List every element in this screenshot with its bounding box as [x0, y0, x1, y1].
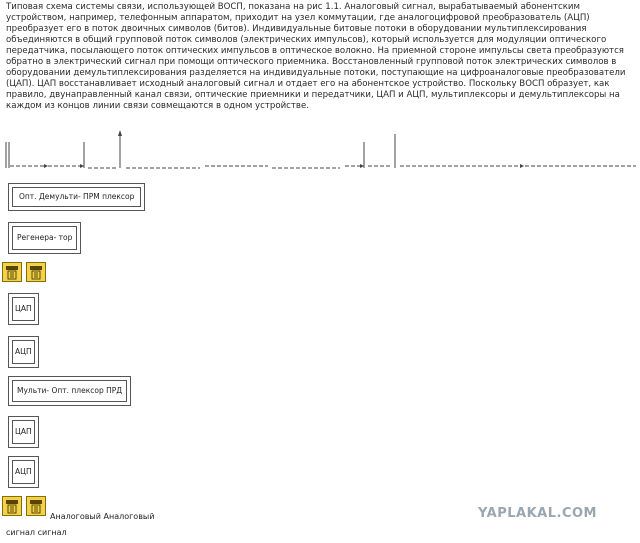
adc-box-1 — [8, 336, 39, 368]
regenerator-box — [8, 222, 81, 254]
description-paragraph: Типовая схема системы связи, использующей ВОСП, показана на рис 1.1. Аналоговый сигнал, вырабатываемый абонентским устройством, например, телефонным аппаратом, приходит на узел коммутации, где аналогоцифровой преобразователь (АЦП) преобразует его в поток двоичных символов (битов). Индивидуальные битовые потоки в оборудовании мультиплексирования объединяются в общий групповой поток символов (электрических импульсов), который используется для модуляции оптического передатчика, посылающего поток оптических импульсов в оптическое волокно. На приемной стороне импульсы света преобразуются обратно в электрический сигнал при помощи оптического приемника. Восстановленный групповой поток электрических символов в оборудовании демультиплексирования разделяется на индивидуальные потоки, поступающие на цифроаналоговые преобразователи (ЦАП). ЦАП восстанавливает исходный аналоговый сигнал и отдает его на абонентское устройство. Поскольку ВОСП образует, как правило, двунаправленный канал связи, оптические приемники и передатчики, ЦАП и АЦП, мультиплексоры и демультиплексоры на каждом из концов линии связи совмещаются в одном устройстве. — [6, 2, 626, 111]
adc-label-1: АЦП — [12, 340, 35, 364]
multiplexer-box — [8, 376, 131, 406]
regenerator-label: Регенера- тор — [12, 226, 77, 250]
watermark: YAPLAKAL.COM — [478, 506, 597, 521]
phone-icon — [2, 496, 22, 516]
dac-label-1: ЦАП — [12, 297, 35, 321]
dac-label-2: ЦАП — [12, 420, 35, 444]
signal-line-diagram — [0, 128, 640, 173]
demultiplexer-box — [8, 183, 145, 211]
phone-icon — [26, 496, 46, 516]
dac-box-2 — [8, 416, 39, 448]
phone-icon — [2, 262, 22, 282]
phone-icon — [26, 262, 46, 282]
multiplexer-label: Мульти- Опт. плексор ПРД — [12, 380, 127, 402]
caption-analog-signal-2: сигнал сигнал — [6, 528, 67, 537]
adc-label-2: АЦП — [12, 460, 35, 484]
demultiplexer-label: Опт. Демульти- ПРМ плексор — [12, 187, 141, 207]
dac-box-1 — [8, 293, 39, 325]
adc-box-2 — [8, 456, 39, 488]
caption-analog-signal-1: Аналоговый Аналоговый — [50, 512, 155, 521]
